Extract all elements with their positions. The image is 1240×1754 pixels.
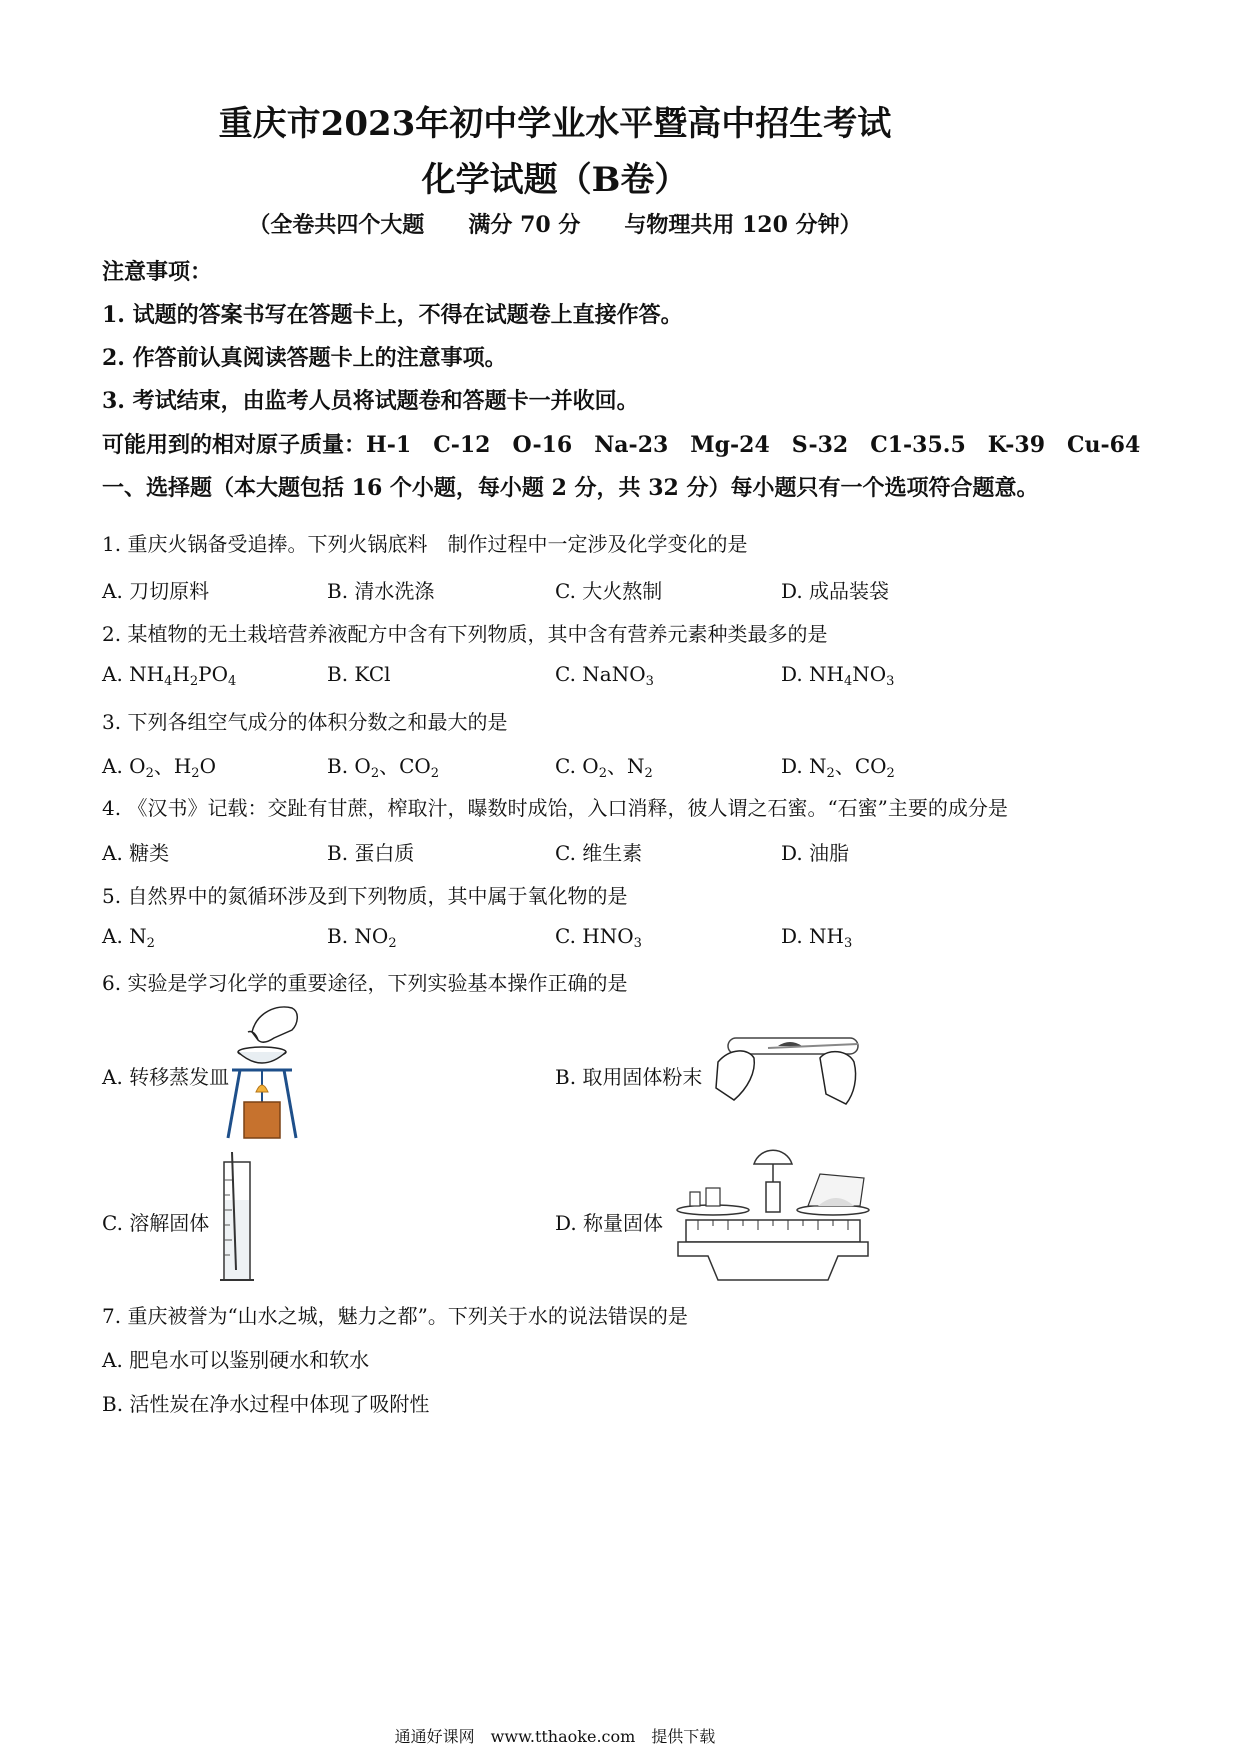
page-subtitle: 化学试题（B卷）	[421, 160, 689, 200]
question-stem: 4. 《汉书》记载：交趾有甘蔗，榨取汁，曝数时成饴，入口消释，彼人谓之石蜜。“石蜜”主要的成分是	[102, 796, 1008, 820]
question-stem: 3. 下列各组空气成分的体积分数之和最大的是	[102, 710, 508, 734]
note-item: 3. 考试结束，由监考人员将试题卷和答题卡一并收回。	[102, 388, 639, 414]
option-a: A. 糖类	[102, 841, 170, 865]
option-d: D. $N_2$、$CO_2$	[781, 754, 895, 781]
page-footer: 通通好课网 www.tthaoke.com 提供下载	[394, 1727, 716, 1746]
question-stem: 1. 重庆火锅备受追捧。下列火锅底料 制作过程中一定涉及化学变化的是	[102, 532, 748, 556]
option-b: B. $NO_2$	[327, 924, 397, 951]
evaporating-dish-figure	[222, 1002, 302, 1142]
question-stem: 2. 某植物的无土栽培营养液配方中含有下列物质，其中含有营养元素种类最多的是	[102, 622, 828, 646]
option-b: B. KCl	[327, 662, 391, 686]
option-c: C. 维生素	[555, 841, 643, 865]
option-c: C. $O_2$、$N_2$	[555, 754, 653, 781]
option-c: C. 溶解固体	[102, 1211, 210, 1235]
option-c: C. NaNO$_3$	[555, 662, 654, 689]
option-d: D. $NH_3$	[781, 924, 853, 951]
option-d: D. $NH_4NO_3$	[781, 662, 895, 689]
note-item: 2. 作答前认真阅读答题卡上的注意事项。	[102, 345, 507, 371]
option-a: A. 刀切原料	[102, 579, 210, 603]
option-c: C. 大火熬制	[555, 579, 663, 603]
note-item: 1. 试题的答案书写在答题卡上，不得在试题卷上直接作答。	[102, 302, 683, 328]
section-heading: 一、选择题（本大题包括 16 个小题，每小题 2 分，共 32 分）每小题只有一个选项符合题意。	[102, 475, 1039, 501]
balance-scale-figure	[668, 1150, 878, 1285]
option-d: D. 油脂	[781, 841, 850, 865]
exam-meta: （全卷共四个大题 满分 70 分 与物理共用 120 分钟）	[248, 212, 862, 238]
option-d: D. 成品装袋	[781, 579, 890, 603]
option-a: A. $NH_4H_2PO_4$	[102, 662, 237, 689]
option-d: D. 称量固体	[555, 1211, 664, 1235]
option-c: C. $HNO_3$	[555, 924, 642, 951]
atomic-masses: 可能用到的相对原子质量：H-1 C-12 O-16 Na-23 Mg-24 S-32 C1-35.5 K-39 Cu-64	[102, 432, 1141, 458]
question-stem: 7. 重庆被誉为“山水之城，魅力之都”。下列关于水的说法错误的是	[102, 1304, 688, 1328]
option-a: A. $N_2$	[102, 924, 155, 951]
option-a: A. $O_2$、$H_2O$	[102, 754, 216, 781]
notes-heading: 注意事项：	[102, 259, 213, 285]
question-stem: 5. 自然界中的氮循环涉及到下列物质，其中属于氧化物的是	[102, 884, 628, 908]
option-b: B. 蛋白质	[327, 841, 415, 865]
option-a: A. 转移蒸发皿	[102, 1065, 230, 1089]
test-tube-powder-figure	[708, 1028, 868, 1108]
option-a: A. 肥皂水可以鉴别硬水和软水	[102, 1348, 370, 1372]
graduated-cylinder-figure	[218, 1150, 258, 1285]
option-b: B. $O_2$、$CO_2$	[327, 754, 440, 781]
option-b: B. 活性炭在净水过程中体现了吸附性	[102, 1392, 430, 1416]
question-stem: 6. 实验是学习化学的重要途径，下列实验基本操作正确的是	[102, 971, 628, 995]
option-b: B. 清水洗涤	[327, 579, 435, 603]
option-b: B. 取用固体粉末	[555, 1065, 703, 1089]
page-title: 重庆市2023年初中学业水平暨高中招生考试	[218, 104, 892, 144]
